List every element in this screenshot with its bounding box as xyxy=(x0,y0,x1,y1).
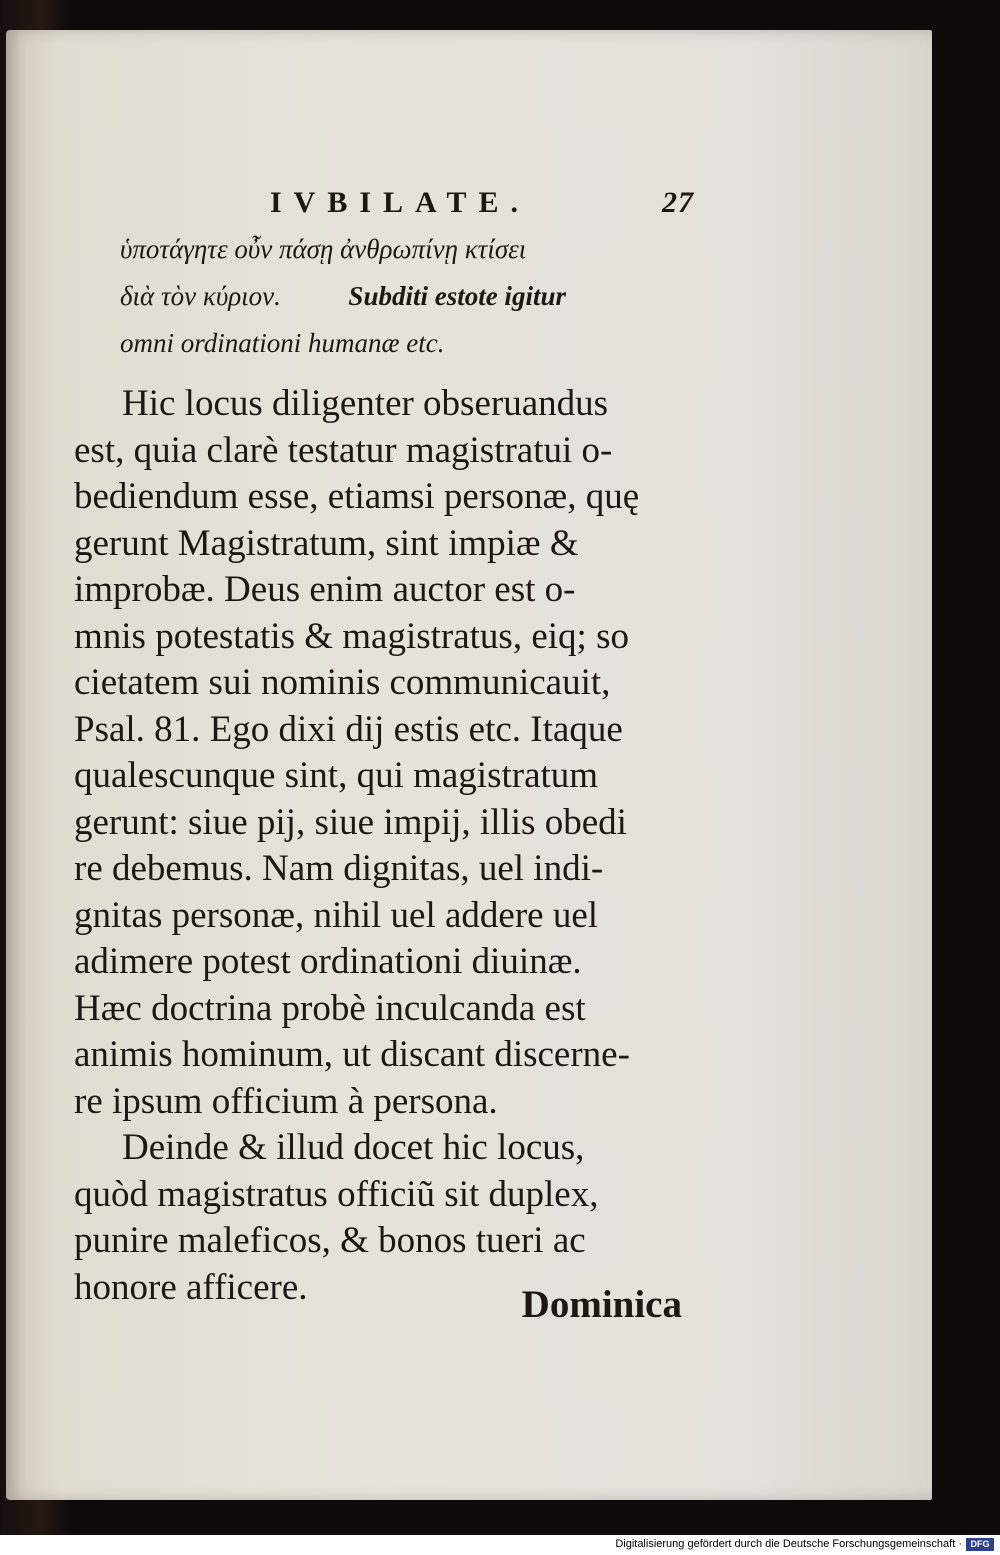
text-line: gerunt: siue pij, siue impij, illis obedi xyxy=(74,801,627,843)
text-line: bediendum esse, etiamsi personæ, quę xyxy=(74,476,640,517)
greek-line: διὰ τὸν κύριον. xyxy=(120,281,281,311)
greek-line: ὑποτάγητε οὖν πάσῃ ἀνθρωπίνῃ κτίσει xyxy=(120,234,527,264)
text-line: est, quia clarè testatur magistratui o- xyxy=(74,429,613,471)
text-line: quòd magistratus officiũ sit duplex, xyxy=(74,1173,599,1215)
text-line: re debemus. Nam dignitas, uel indi- xyxy=(74,848,604,889)
running-head-title: IVBILATE. xyxy=(270,186,530,219)
text-line: punire maleficos, & bonos tueri ac xyxy=(74,1220,586,1261)
footer-bar xyxy=(0,1535,1000,1555)
latin-translation-cont: omni ordinationi humanæ etc. xyxy=(120,328,445,358)
running-head xyxy=(74,186,694,226)
page-text-block xyxy=(74,186,694,1311)
text-line: animis hominum, ut discant discerne- xyxy=(74,1034,630,1075)
text-line: Deinde & illud docet hic locus, xyxy=(122,1127,585,1168)
greek-latin-line xyxy=(120,273,690,320)
text-line: improbæ. Deus enim auctor est o- xyxy=(74,569,576,610)
text-line: qualescunque sint, qui magistratum xyxy=(74,755,599,796)
page-number: 27 xyxy=(662,186,694,219)
dfg-logo: DFG xyxy=(966,1538,994,1551)
body-paragraph-1 xyxy=(74,381,694,1125)
text-line: Psal. 81. Ego dixi dij estis etc. Itaque xyxy=(74,708,623,750)
text-line: cietatem sui nominis communicauit, xyxy=(74,662,611,703)
text-line: honore afficere. xyxy=(74,1266,308,1308)
text-line: adimere potest ordinationi diuinæ. xyxy=(74,941,582,982)
text-line: Hæc doctrina probè inculcanda est xyxy=(74,987,586,1029)
text-line: Hic locus diligenter obseruandus xyxy=(122,383,609,424)
catchword: Dominica xyxy=(521,1283,682,1326)
text-line: re ipsum officium à persona. xyxy=(74,1080,498,1122)
funding-credit: Digitalisierung gefördert durch die Deutsche Forschungsgemeinschaft · xyxy=(615,1538,962,1550)
text-line: gerunt Magistratum, sint impiæ & xyxy=(74,522,579,564)
greek-quotation xyxy=(120,226,690,367)
text-line: gnitas personæ, nihil uel addere uel xyxy=(74,894,599,936)
latin-translation: Subditi estote igitur xyxy=(348,281,566,311)
text-line: mnis potestatis & magistratus, eiq; so xyxy=(74,615,629,657)
